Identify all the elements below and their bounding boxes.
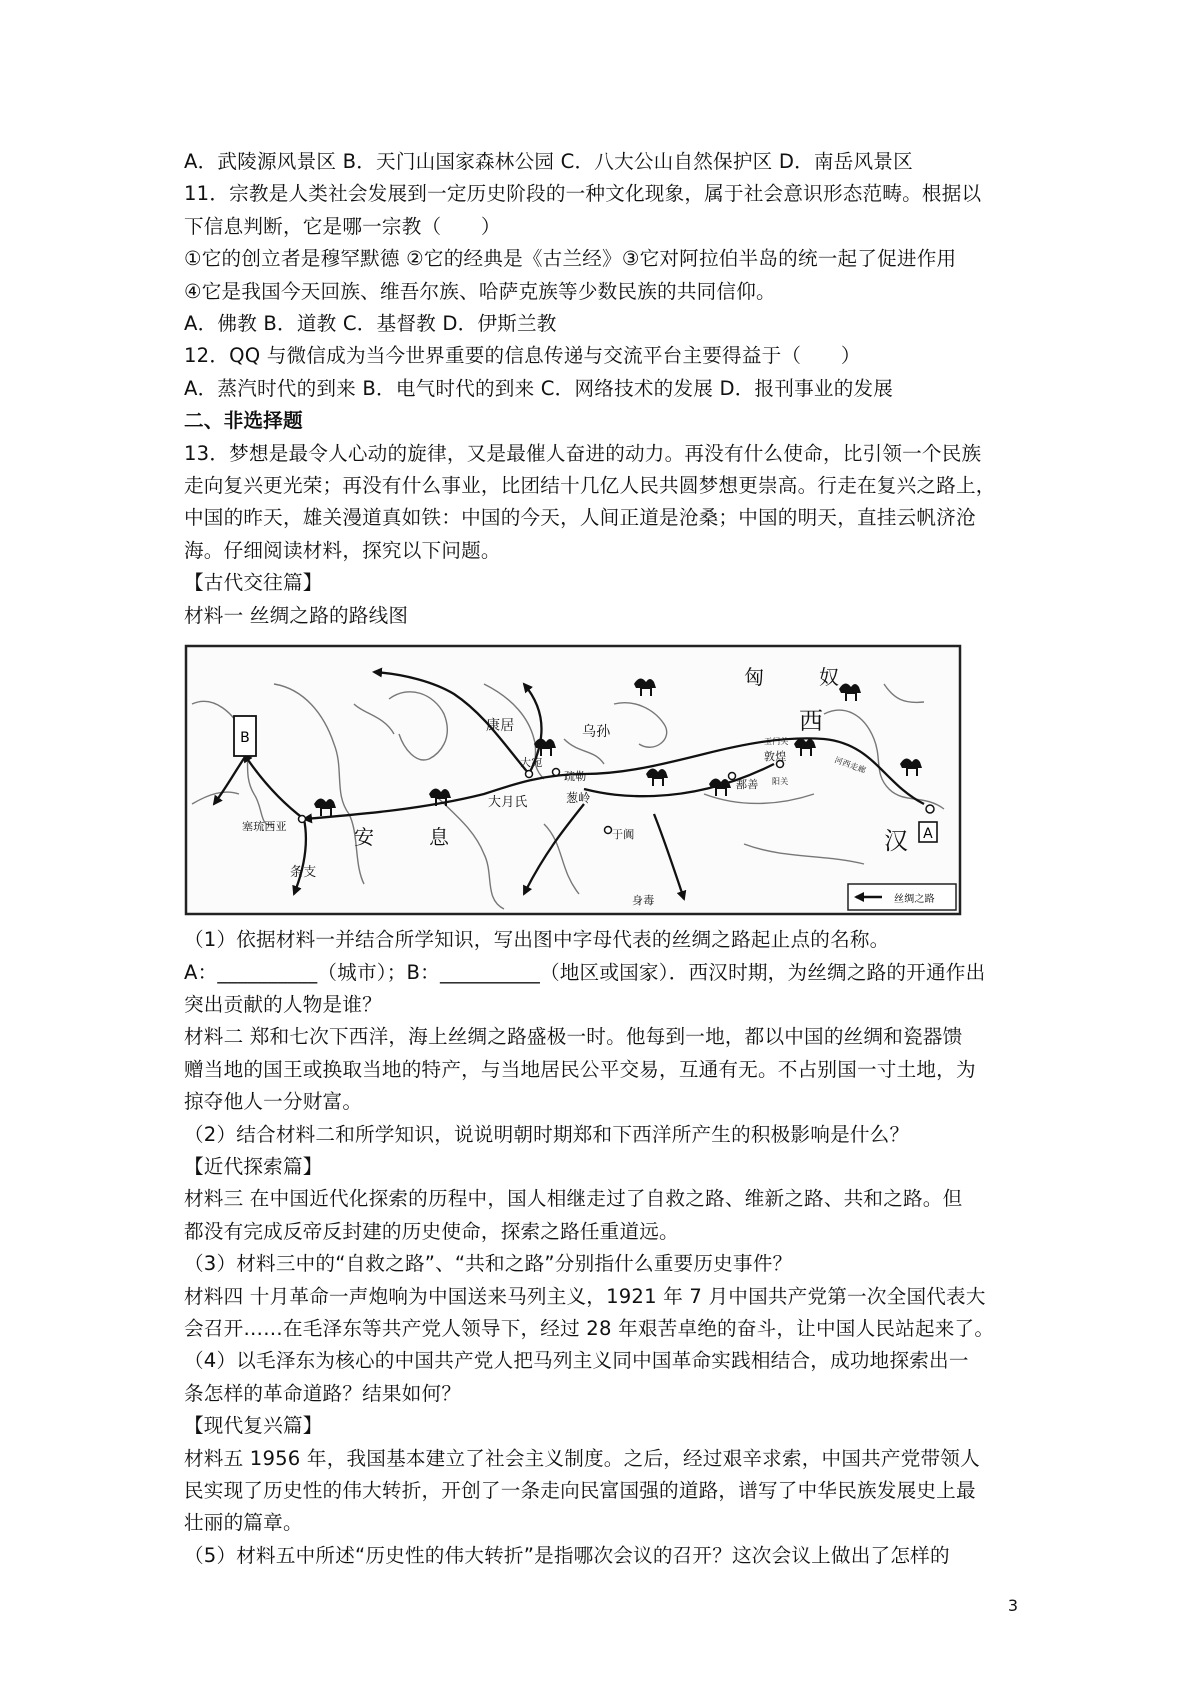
map-legend <box>848 884 956 910</box>
material-4-line-1: 材料四 十月革命一声炮响为中国送来马列主义，1921 年 7 月中国共产党第一次全国代表大 <box>184 1284 986 1308</box>
q11-options: A．佛教 B．道教 C．基督教 D．伊斯兰教 <box>184 312 557 336</box>
point-b-label: B <box>240 730 250 747</box>
point-a-label: A <box>923 826 933 843</box>
q12-options: A．蒸汽时代的到来 B．电气时代的到来 C．网络技术的发展 D．报刊事业的发展 <box>184 376 894 400</box>
q13-intro-line-3: 中国的昨天，雄关漫道真如铁：中国的今天，人间正道是沧桑；中国的明天，直挂云帆济沧 <box>184 506 976 530</box>
q13-part5: （5）材料五中所述“历史性的伟大转折”是指哪次会议的召开？这次会议上做出了怎样的 <box>184 1543 950 1567</box>
material-5-line-1: 材料五 1956 年，我国基本建立了社会主义制度。之后，经过艰辛求索，中国共产党带领人 <box>184 1446 980 1470</box>
label-xi: 西 <box>799 707 824 736</box>
material-5-line-3: 壮丽的篇章。 <box>184 1511 303 1535</box>
q13-intro-line-4: 海。仔细阅读材料，探究以下问题。 <box>184 538 501 562</box>
q13-part4-line-1: （4）以毛泽东为核心的中国共产党人把马列主义同中国革命实践相结合，成功地探索出一 <box>184 1349 969 1373</box>
label-xiongnu-2: 奴 <box>819 665 840 690</box>
label-tiaozhi: 条支 <box>290 865 317 881</box>
page-content <box>184 146 1044 1572</box>
label-yutian: 于阗 <box>612 828 635 842</box>
material-2-line-3: 掠夺他人一分财富。 <box>184 1090 363 1114</box>
q13-part2: （2）结合材料二和所学知识，说说明朝时期郑和下西洋所产生的积极影响是什么？ <box>184 1122 910 1146</box>
label-shule: 疏勒 <box>564 770 587 784</box>
q13-part3: （3）材料三中的“自救之路”、“共和之路”分别指什么重要历史事件？ <box>184 1252 793 1276</box>
q12-stem: 12．QQ 与微信成为当今世界重要的信息传递与交流平台主要得益于（ ） <box>184 344 861 368</box>
q13-part1-line-3: 突出贡献的人物是谁？ <box>184 992 382 1016</box>
label-han: 汉 <box>884 827 909 856</box>
label-xiongnu-1: 匈 <box>744 665 765 690</box>
q13-part4-line-2: 条怎样的革命道路？结果如何？ <box>184 1381 462 1405</box>
material-1-caption: 材料一 丝绸之路的路线图 <box>184 603 409 627</box>
label-shendu: 身毒 <box>632 894 655 908</box>
q13-part1-line-1: （1）依据材料一并结合所学知识，写出图中字母代表的丝绸之路起止点的名称。 <box>184 928 890 952</box>
section-heading: 二、非选择题 <box>184 409 303 433</box>
label-dayuan: 大宛 <box>520 756 543 770</box>
material-3-line-1: 材料三 在中国近代化探索的历程中，国人相继走过了自救之路、维新之路、共和之路。但 <box>184 1187 963 1211</box>
page-number: 3 <box>1007 1596 1018 1615</box>
material-5-line-2: 民实现了历史性的伟大转折，开创了一条走向民富国强的道路，谱写了中华民族发展史上最 <box>184 1479 976 1502</box>
label-dunhuang: 敦煌 <box>764 750 787 764</box>
label-wusun: 乌孙 <box>582 724 611 741</box>
q13-intro-line-1: 13．梦想是最令人心动的旋律，又是最催人奋进的动力。再没有什么使命，比引领一个民族 <box>184 441 982 465</box>
label-yumenguan: 玉门关 <box>764 737 789 747</box>
ancient-section-title: 【古代交往篇】 <box>184 571 323 595</box>
material-4-line-2: 会召开……在毛泽东等共产党人领导下，经过 28 年艰苦卓绝的奋斗，让中国人民站起来了。 <box>184 1316 995 1340</box>
q10-options: A．武陵源风景区 B．天门山国家森林公园 C．八大公山自然保护区 D．南岳风景区 <box>184 150 913 173</box>
q13-intro-line-2: 走向复兴更光荣；再没有什么事业，比团结十几亿人民共圆梦想更崇高。行走在复兴之路上， <box>184 474 996 498</box>
label-congling: 葱岭 <box>566 791 591 806</box>
silk-road-map <box>184 644 962 916</box>
q11-stem-line-1: 11．宗教是人类社会发展到一定历史阶段的一种文化现象，属于社会意识形态范畴。根据以 <box>184 182 982 206</box>
label-yangguan: 阳关 <box>772 777 789 787</box>
q11-info-line-1: ①它的创立者是穆罕默德 ②它的经典是《古兰经》③它对阿拉伯半岛的统一起了促进作用 <box>184 247 957 271</box>
q13-part1-line-2: A：__________（城市）；B：__________（地区或国家）．西汉时期，为丝绸之路的开通作出 <box>184 960 986 984</box>
label-dayuezhi: 大月氏 <box>488 795 528 811</box>
label-shanshan: 鄯善 <box>736 778 759 792</box>
label-anxi-1: 安 <box>354 825 375 850</box>
legend-label: 丝绸之路 <box>894 894 935 906</box>
label-kangju: 康居 <box>486 718 515 735</box>
modern-revival-title: 【现代复兴篇】 <box>184 1414 323 1438</box>
material-3-line-2: 都没有完成反帝反封建的历史使命，探索之路任重道远。 <box>184 1219 679 1243</box>
q11-stem-line-2: 下信息判断，它是哪一宗教（ ） <box>184 214 501 238</box>
label-selaixiya: 塞琉西亚 <box>242 820 287 834</box>
material-2-line-2: 赠当地的国王或换取当地的特产，与当地居民公平交易，互通有无。不占别国一寸土地，为 <box>184 1057 976 1081</box>
label-anxi-2: 息 <box>429 825 450 850</box>
q11-info-line-2: ④它是我国今天回族、维吾尔族、哈萨克族等少数民族的共同信仰。 <box>184 279 776 303</box>
label-hexi: 河西走廊 <box>833 755 868 776</box>
modern-exploration-title: 【近代探索篇】 <box>184 1154 323 1178</box>
material-2-line-1: 材料二 郑和七次下西洋，海上丝绸之路盛极一时。他每到一地，都以中国的丝绸和瓷器馈 <box>184 1025 963 1049</box>
